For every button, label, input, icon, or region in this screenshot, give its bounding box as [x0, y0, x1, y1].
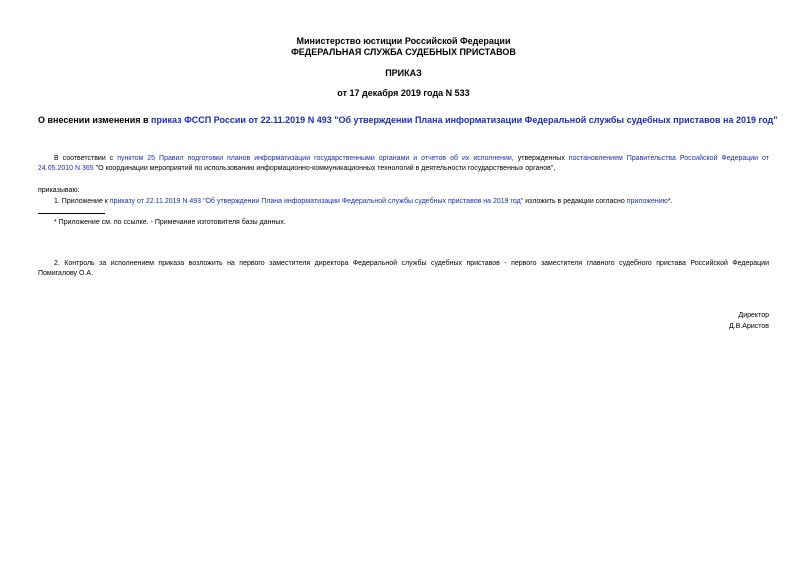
document-type: ПРИКАЗ	[385, 68, 422, 78]
government-decree-link[interactable]: постановлением Правительства Российской Федерации от	[568, 155, 769, 162]
rules-point-25-link[interactable]: пунктом 25 Правил подготовки планов информатизации государственными органами и отчетов об их исполнении	[117, 155, 512, 162]
title-order-link[interactable]: приказ ФССП России от 22.11.2019 N 493 "Об утверждении Плана информатизации Федеральной службы судебных приставов на 2019 год"	[151, 115, 778, 125]
footnote: * Приложение см. по ссылке. - Примечание изготовителя базы данных.	[54, 219, 286, 226]
document-title	[38, 115, 778, 126]
appendix-link[interactable]: приложению	[626, 198, 668, 205]
footnote-divider	[38, 213, 105, 214]
title-prefix: О внесении изменения в	[38, 115, 152, 125]
order-item-2-line2: Помигалову О.А.	[38, 270, 94, 277]
item1-text-2: изложить в редакции согласно	[523, 198, 627, 205]
government-decree-date-link[interactable]: 24.05.2010 N 365	[38, 165, 94, 172]
item1-text-1: 1. Приложение к	[54, 198, 110, 205]
service-name: ФЕДЕРАЛЬНАЯ СЛУЖБА СУДЕБНЫХ ПРИСТАВОВ	[291, 47, 516, 57]
order-item-2-line1: 2. Контроль за исполнением приказа возложить на первого заместителя директора Федеральной службы судебных приставов - первого заместителя главного судебного пристава Российской Федерации	[54, 260, 769, 267]
paragraph-basis-line2	[38, 165, 555, 172]
para1-text-2: , утвержденных	[511, 155, 569, 162]
order-item-2	[38, 259, 769, 279]
para1-text-3: "О координации мероприятий по использованию информационно-коммуникационных технологий в деятельности государственных органов",	[93, 165, 556, 172]
signatory-position: Директор	[738, 312, 769, 319]
order-493-link[interactable]: приказу от 22.11.2019 N 493 "Об утверждении Плана информатизации Федеральной службы судебных приставов на 2019 год"	[109, 198, 524, 205]
signatory-name: Д.В.Аристов	[728, 323, 769, 330]
paragraph-basis	[38, 154, 769, 174]
para1-text-1: В соответствии с	[54, 155, 118, 162]
paragraph-basis-line1	[38, 154, 769, 164]
orders-word: приказываю:	[38, 187, 80, 194]
document-date-number: от 17 декабря 2019 года N 533	[337, 88, 470, 98]
order-item-1	[54, 197, 673, 207]
item1-text-3: *.	[667, 198, 673, 205]
ministry-name: Министерство юстиции Российской Федерации	[296, 36, 511, 46]
